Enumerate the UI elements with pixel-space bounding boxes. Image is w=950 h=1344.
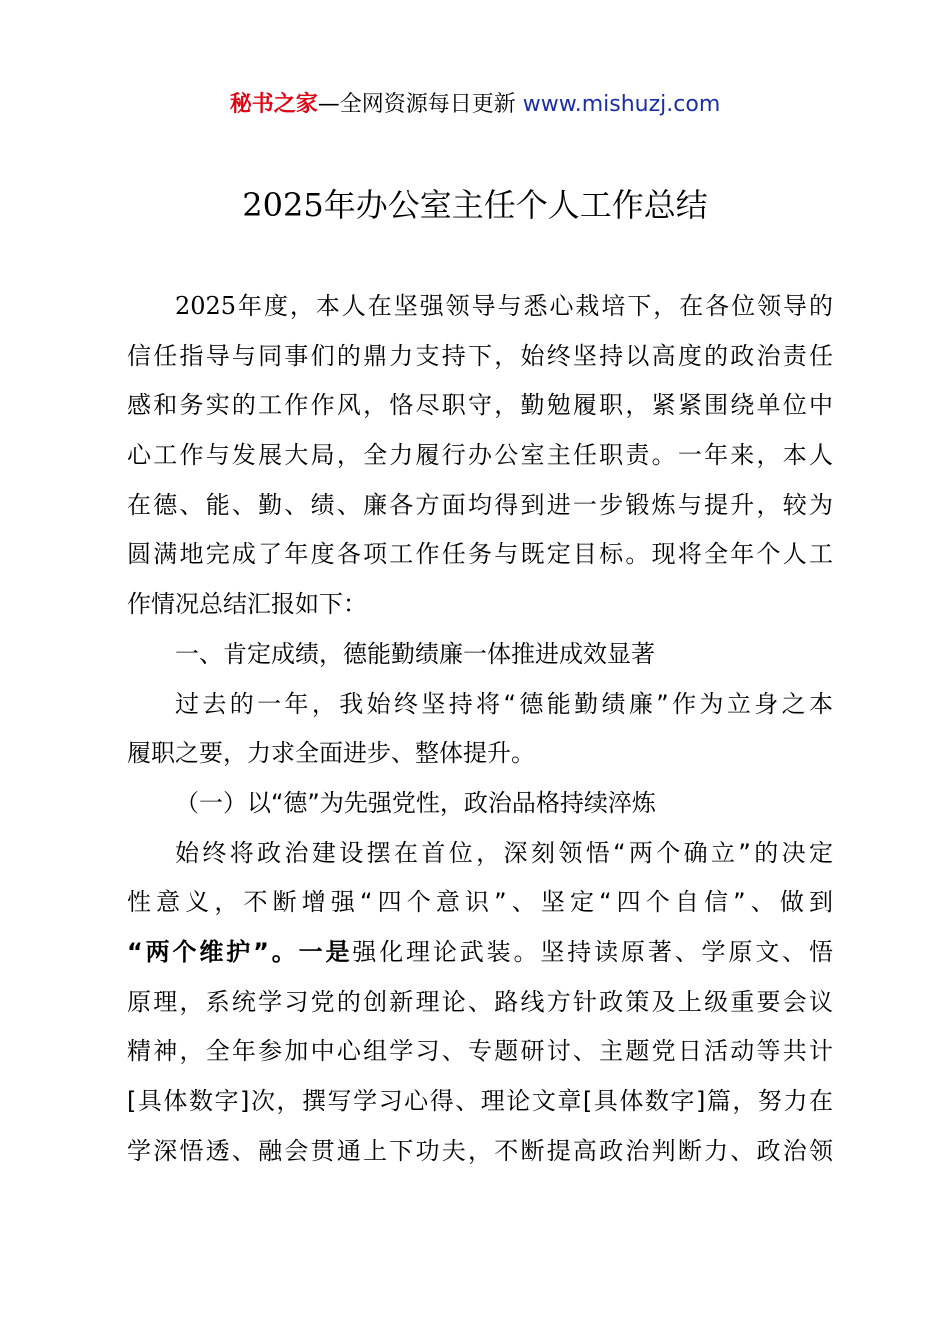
paragraph-line: 在德、能、勤、绩、廉各方面均得到进一步锻炼与提升，较为 [127, 490, 833, 519]
year-number: 2025 [175, 292, 237, 320]
paragraph-line: 始终将政治建设摆在首位，深刻领悟“两个确立”的决定 [175, 838, 833, 867]
line-text: 强化理论武装。坚持读原著、学原文、悟 [352, 937, 833, 966]
site-header [0, 88, 950, 122]
title-year: 2025 [242, 186, 324, 224]
paragraph-line: 过去的一年，我始终坚持将“德能勤绩廉”作为立身之本 [175, 689, 833, 718]
title-text: 年办公室主任个人工作总结 [323, 186, 708, 224]
paragraph-line [127, 928, 833, 978]
document-body [127, 282, 833, 1176]
document-title [0, 180, 950, 230]
site-url-link[interactable]: www.mishuzj.com [522, 92, 721, 117]
paragraph-line: 学深悟透、融会贯通上下功夫，不断提高政治判断力、政治领 [127, 1136, 833, 1165]
bold-lead: “两个维护”。一是 [127, 937, 353, 966]
brand-name: 秘书之家 [229, 92, 318, 117]
paragraph-line: 作情况总结汇报如下： [127, 590, 367, 619]
paragraph-line: 精神，全年参加中心组学习、专题研讨、主题党日活动等共计 [127, 1037, 833, 1066]
paragraph-line: 圆满地完成了年度各项工作任务与既定目标。现将全年个人工 [127, 540, 833, 569]
paragraph-line: 信任指导与同事们的鼎力支持下，始终坚持以高度的政治责任 [127, 341, 833, 370]
paragraph-line: [具体数字]次，撰写学习心得、理论文章[具体数字]篇，努力在 [127, 1087, 833, 1115]
paragraph-line [127, 282, 833, 332]
paragraph-line: 性意义，不断增强“四个意识”、坚定“四个自信”、做到 [127, 888, 833, 917]
paragraph-line: 心工作与发展大局，全力履行办公室主任职责。一年来，本人 [127, 441, 833, 470]
line-text: 年度，本人在坚强领导与悉心栽培下，在各位领导的 [236, 292, 833, 320]
subsection-heading: （一）以“德”为先强党性，政治品格持续淬炼 [175, 788, 656, 817]
header-tagline: —全网资源每日更新 [317, 92, 516, 117]
paragraph-line: 原理，系统学习党的创新理论、路线方针政策及上级重要会议 [127, 987, 833, 1016]
paragraph-line: 履职之要，力求全面进步、整体提升。 [127, 739, 535, 768]
section-heading: 一、肯定成绩，德能勤绩廉一体推进成效显著 [175, 639, 655, 668]
paragraph-line: 感和务实的工作作风，恪尽职守，勤勉履职，紧紧围绕单位中 [127, 391, 833, 420]
